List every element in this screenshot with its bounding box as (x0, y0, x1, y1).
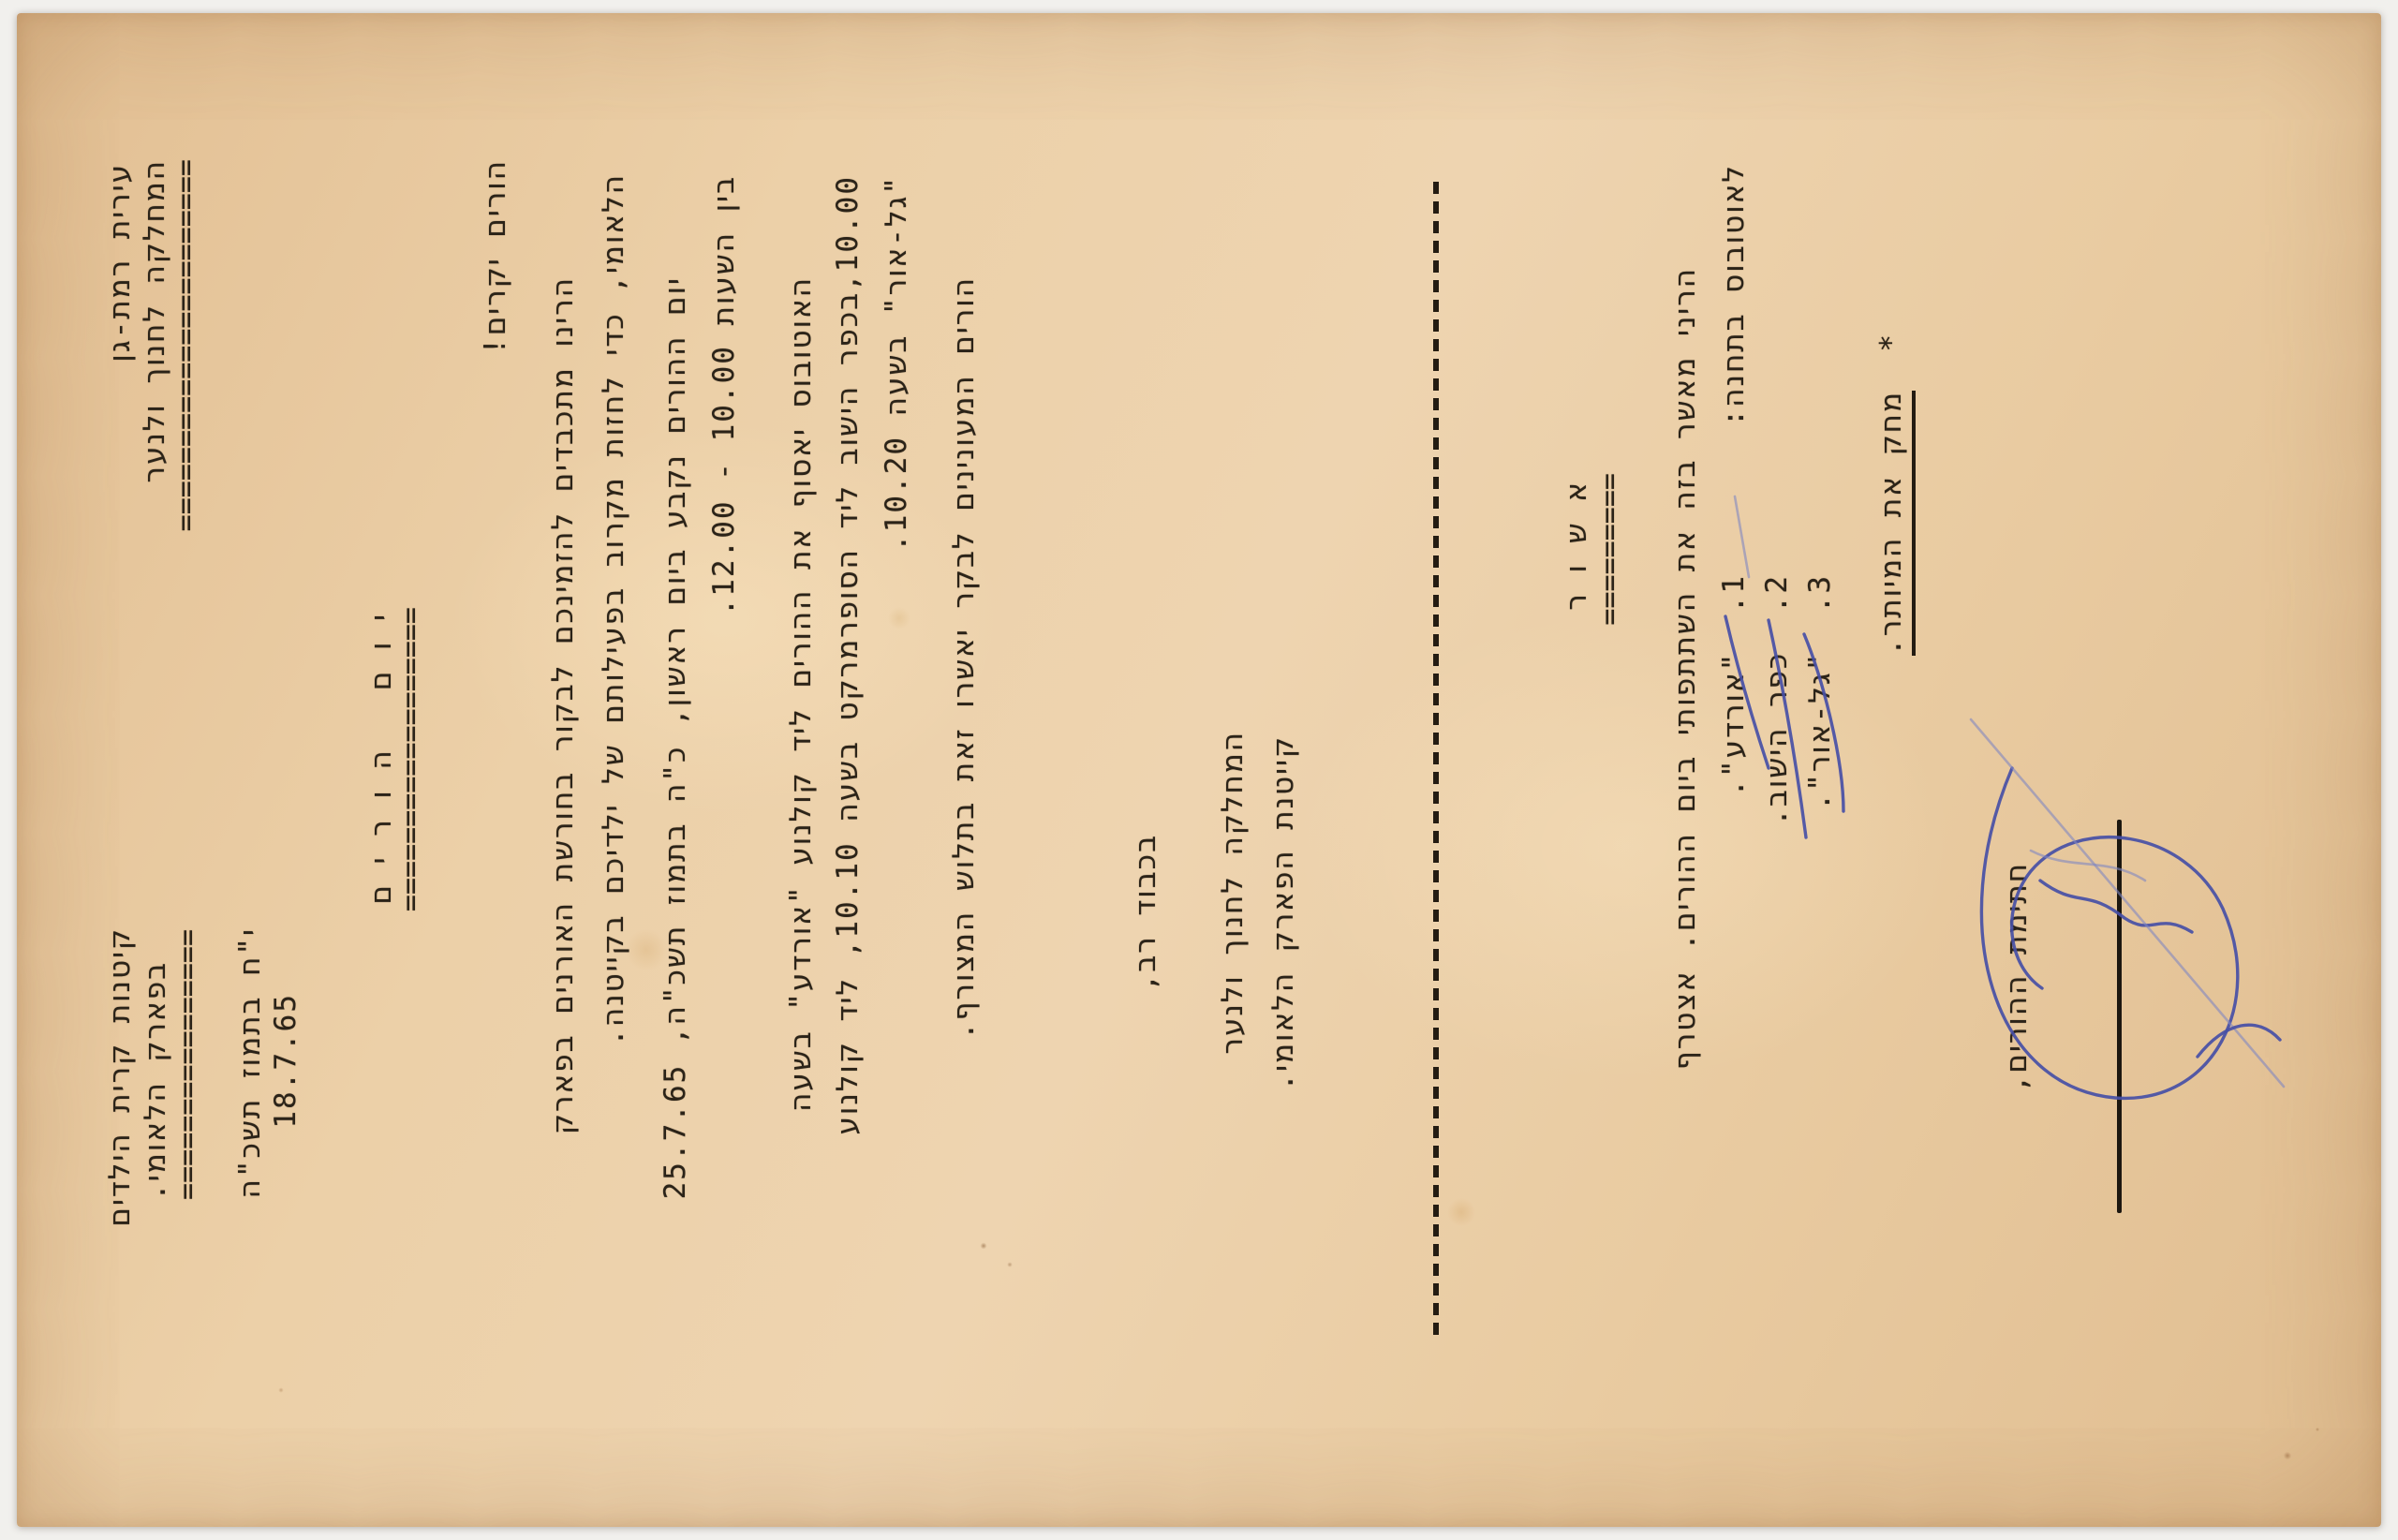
letterhead-department: המחלקה לחנוך ולנער (138, 159, 171, 483)
slip-line: הריני מאשר בזה את השתתפותי ביום ההורים. אצטרף (1668, 267, 1702, 1071)
slip-option-1: 1. "אורדע". (1717, 574, 1751, 797)
letterhead-left-underline: ================ (171, 929, 204, 1200)
pen-stray-stroke (1735, 496, 1749, 577)
closing-camp: קייטנת הפארק הלאומי. (1266, 735, 1300, 1091)
body-line: "גל-אור" בשעה 10.20. (880, 175, 913, 552)
slip-header-underline: ========= (1593, 473, 1626, 626)
slip-note (1874, 333, 1908, 656)
body-line: יום ההורים נקבע ביום ראשון, כ"ה בתמוז תשכ"ה, 25.7.65 (659, 276, 692, 1200)
slip-note-text: מחק את המיותר. (1874, 391, 1916, 656)
letterhead-municipality: עירית רמת-גן (103, 163, 137, 363)
page-title: י ו ם ה ו ר י ם (364, 613, 398, 905)
signature-caption: חתימת ההורים, (2000, 862, 2034, 1093)
body-line: הלאומי, כדי לחזות מקרוב בפעילותם של ילדיכם בקייטנה. (597, 173, 630, 1046)
slip-header: א ש ו ר (1560, 481, 1593, 611)
body-line: 10.00,בכפר הישוב ליד הסופרמרקט בשעה 10.10, ליד קולנוע (831, 175, 865, 1135)
body-line: הרינו מתכבדים להזמינכם לבקור בחורשת האורנים בפארק (546, 276, 580, 1134)
signature-line (2117, 820, 2122, 1213)
body-line: האוטובוס יאסוף את ההורים ליד קולנוע "אורדע" בשעה (784, 276, 818, 1112)
tear-off-dashed-line (1433, 181, 1439, 1335)
signature-scribble-inner (2040, 881, 2192, 932)
note-gap (1874, 352, 1908, 391)
slip-option-3: 3. "גל-אור". (1803, 574, 1837, 811)
date-numeric: 18.7.65 (269, 993, 303, 1129)
closing-respectfully: בכבוד רב, (1129, 834, 1162, 992)
letterhead-right-underline: ====================== (170, 159, 202, 532)
signature-tail-stroke (2198, 1025, 2280, 1057)
letter-content (17, 13, 2381, 1527)
letterhead-camps: קיטנות קרית הילדים (103, 927, 137, 1227)
closing-department: המחלקה לחנוך ולנער (1216, 731, 1250, 1055)
body-line: בין השעות 10.00 - 12.00. (707, 175, 741, 616)
slip-station-line: לאוטובוס בתחנה: (1717, 164, 1751, 427)
slip-option-2: 2. כפר הישוב. (1760, 574, 1794, 826)
slip-note-marker: * (1874, 333, 1908, 352)
letterhead-park: בפארק הלאומי. (139, 961, 172, 1201)
page-title-underline: ================== (394, 607, 427, 912)
salutation: הורים יקרים! (479, 159, 512, 355)
signature-scribble-faint (2031, 851, 2145, 881)
paper-sheet (17, 13, 2381, 1527)
body-line: הורים המעונינים לבקר יאשרו זאת בתלוש המצורף. (947, 276, 981, 1040)
date-hebrew: י"ח בתמוז תשכ"ה (233, 927, 267, 1199)
